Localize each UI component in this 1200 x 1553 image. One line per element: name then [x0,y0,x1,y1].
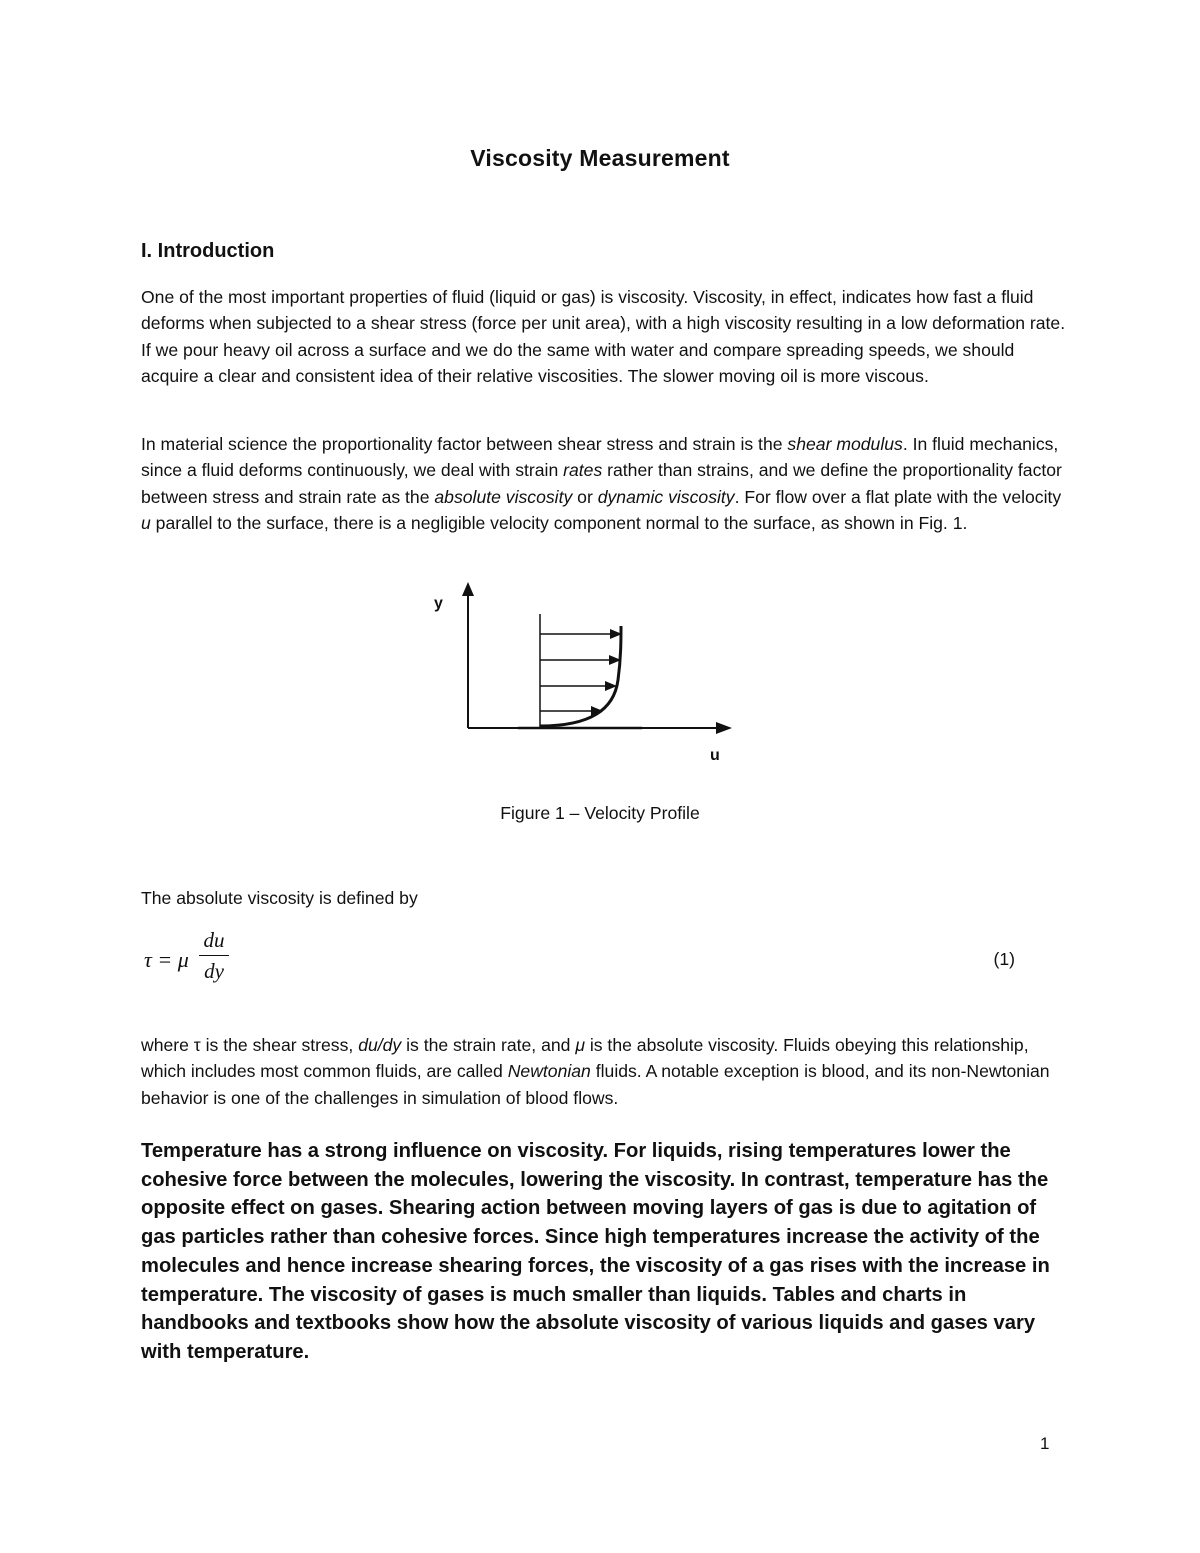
x-axis-arrowhead [716,722,732,734]
text-run: is the strain rate, and [401,1035,576,1055]
section-heading: I. Introduction [141,240,275,262]
text-run: parallel to the surface, there is a negligible velocity component normal to the surface, as shown in Fig. 1. [150,513,968,534]
equation-number: (1) [993,949,1015,969]
figure-caption: Figure 1 – Velocity Profile [500,803,700,823]
text-run: or [572,486,598,507]
equation-1 [141,925,1071,995]
paragraph-temperature: Temperature has a strong influence on viscosity. For liquids, rising temperatures lower the cohesive force between the molecules, lowering the viscosity. In contrast, temperature has the opposite effect on gases. Shearing action between moving layers of gas is due to agitation of gas particles rather than cohesive forces. Since high temperatures increase the activity of the molecules and hence increase shearing forces, the viscosity of a gas rises with the increase in temperature. The viscosity of gases is much smaller than liquids. Tables and charts in handbooks and textbooks show how the absolute viscosity of various liquids and gases vary with temperature. [141,1140,1050,1363]
paragraph-definition-intro: The absolute viscosity is defined by [141,888,418,908]
text-run: is the absolute viscosity. Fluids obeying this relationship, which includes most common fluids, are called [141,1035,1029,1082]
emphasis-rates: rates [563,460,603,481]
paragraph-intro: One of the most important properties of fluid (liquid or gas) is viscosity. Viscosity, in effect, indicates how fast a fluid deforms when subjected to a shear stress (force per unit area), with a high viscosity resulting in a low deformation rate. If we pour heavy oil across a surface and we do the same with water and compare spreading speeds, we should acquire a clear and consistent idea of their relative viscosities. The slower moving oil is more viscous. [141,287,1066,387]
emphasis-du-dy: du/dy [358,1035,402,1055]
text-run: . For flow over a flat plate with the velocity [734,486,1062,507]
document-title: Viscosity Measurement [470,145,730,171]
emphasis-absolute-viscosity: absolute viscosity [434,486,573,507]
emphasis-shear-modulus: shear modulus [787,434,903,454]
emphasis-newtonian: Newtonian [507,1061,591,1082]
page-number: 1 [1040,1434,1050,1453]
equation-lhs: τ = μ [144,947,189,972]
text-run: where τ is the shear stress, [141,1035,359,1055]
emphasis-dynamic-viscosity: dynamic viscosity [597,486,735,507]
text-run: fluids. A notable exception is blood, and its non-Newtonian behavior is one of the challenges in simulation of blood flows. [141,1061,1050,1108]
emphasis-u: u [141,513,151,534]
equation-denominator: dy [204,959,224,983]
text-run: . In fluid mechanics, since a fluid deforms continuously, we deal with strain [141,434,1059,481]
y-axis-label: y [434,595,443,612]
fraction-bar [199,955,229,956]
y-axis-arrowhead [462,582,474,596]
velocity-profile-diagram [400,580,760,770]
x-axis-label: u [710,747,720,764]
paragraph-newtonian [141,1032,1071,1111]
text-run: rather than strains, and we define the proportionality factor between stress and strain rate as the [141,460,1062,507]
paragraph-shear-modulus [141,431,1071,537]
emphasis-mu: μ [575,1035,585,1055]
velocity-profile-figure [400,580,760,770]
equation-numerator: du [203,928,225,952]
equation-fraction [199,927,229,984]
text-run: In material science the proportionality factor between shear stress and strain is the [141,434,788,454]
